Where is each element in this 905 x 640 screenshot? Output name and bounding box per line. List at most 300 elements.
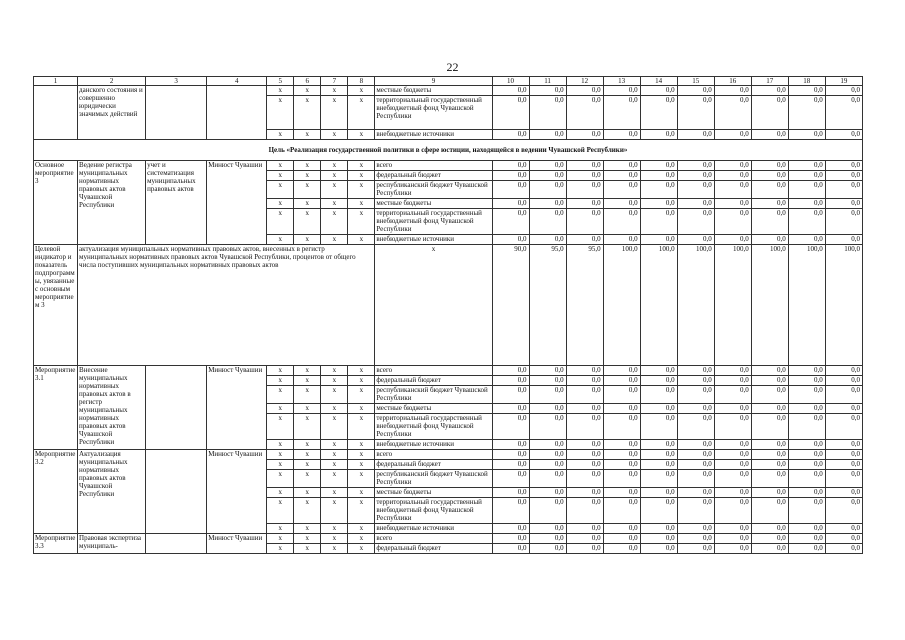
x-cell: x <box>294 404 321 414</box>
x-cell: x <box>348 470 375 488</box>
value-cell: 0,0 <box>566 524 603 534</box>
value-cell: 0,0 <box>492 376 529 386</box>
x-cell: x <box>294 171 321 181</box>
value-cell: 0,0 <box>603 161 640 171</box>
value-cell: 0,0 <box>677 544 714 554</box>
value-cell: 0,0 <box>825 414 862 440</box>
executor: Минюст Чувашии <box>207 366 267 450</box>
value-cell: 0,0 <box>751 460 788 470</box>
value-cell: 0,0 <box>529 440 566 450</box>
value-cell: 0,0 <box>825 440 862 450</box>
x-cell: x <box>348 130 375 140</box>
funding-source: территориальный государственный внебюджетный фонд Чувашской Республики <box>375 209 492 235</box>
value-cell: 0,0 <box>640 534 677 544</box>
x-cell: x <box>348 488 375 498</box>
value-cell: 0,0 <box>825 488 862 498</box>
measure-name: данского состояния и совершенно юридически значимых действий <box>78 86 146 140</box>
value-cell: 0,0 <box>603 414 640 440</box>
value-cell: 0,0 <box>566 171 603 181</box>
value-cell: 0,0 <box>714 488 751 498</box>
value-cell: 0,0 <box>566 209 603 235</box>
funding-source: республиканский бюджет Чувашской Республики <box>375 181 492 199</box>
value-cell: 0,0 <box>603 524 640 534</box>
value-cell: 0,0 <box>751 366 788 376</box>
indicator-text: актуализация муниципальных нормативных правовых актов, внесенных в регистр муниципальных нормативных правовых актов Чувашской Республики, процентов от общего числа поступивших муниципальных нормативных правовых актов <box>78 245 375 366</box>
x-cell: x <box>294 96 321 130</box>
x-cell: x <box>294 235 321 245</box>
x-cell: x <box>267 386 294 404</box>
value-cell: 0,0 <box>529 534 566 544</box>
x-cell: x <box>321 130 348 140</box>
value-cell: 0,0 <box>603 130 640 140</box>
value-cell: 0,0 <box>529 524 566 534</box>
x-cell: x <box>321 161 348 171</box>
value-cell: 0,0 <box>788 460 825 470</box>
value-cell: 0,0 <box>603 96 640 130</box>
value-cell: 0,0 <box>566 414 603 440</box>
x-cell: x <box>294 498 321 524</box>
value-cell: 0,0 <box>529 470 566 488</box>
value-cell: 0,0 <box>640 414 677 440</box>
value-cell: 0,0 <box>640 171 677 181</box>
value-cell: 0,0 <box>640 386 677 404</box>
value-cell: 0,0 <box>529 376 566 386</box>
value-cell: 0,0 <box>566 534 603 544</box>
measure-number: Основное мероприятие 3 <box>34 161 78 245</box>
expected-result-cell <box>146 534 207 554</box>
value-cell: 0,0 <box>492 460 529 470</box>
funding-source: местные бюджеты <box>375 488 492 498</box>
value-cell: 0,0 <box>492 86 529 96</box>
executor: Минюст Чувашии <box>207 534 267 554</box>
column-header: 3 <box>146 77 207 86</box>
value-cell: 0,0 <box>825 376 862 386</box>
value-cell: 0,0 <box>603 209 640 235</box>
value-cell: 0,0 <box>640 460 677 470</box>
value-cell: 0,0 <box>492 414 529 440</box>
value-cell: 0,0 <box>603 534 640 544</box>
value-cell: 0,0 <box>566 96 603 130</box>
value-cell: 0,0 <box>529 366 566 376</box>
value-cell: 0,0 <box>751 534 788 544</box>
indicator-value: 95,0 <box>529 245 566 366</box>
x-cell: x <box>321 440 348 450</box>
x-cell: x <box>294 544 321 554</box>
column-header: 1 <box>34 77 78 86</box>
value-cell: 0,0 <box>677 86 714 96</box>
measure-name: Правовая экспертиза муниципаль- <box>78 534 146 554</box>
value-cell: 0,0 <box>492 534 529 544</box>
value-cell: 0,0 <box>566 460 603 470</box>
value-cell: 0,0 <box>714 460 751 470</box>
value-cell: 0,0 <box>529 460 566 470</box>
value-cell: 0,0 <box>529 161 566 171</box>
funding-source: внебюджетные источники <box>375 440 492 450</box>
funding-source: территориальный государственный внебюджетный фонд Чувашской Республики <box>375 96 492 130</box>
value-cell: 0,0 <box>714 366 751 376</box>
x-cell: x <box>321 386 348 404</box>
x-cell: x <box>375 245 492 366</box>
value-cell: 0,0 <box>825 86 862 96</box>
expected-result-cell <box>146 366 207 450</box>
column-header: 4 <box>207 77 267 86</box>
value-cell: 0,0 <box>714 470 751 488</box>
funding-source: федеральный бюджет <box>375 376 492 386</box>
value-cell: 0,0 <box>640 130 677 140</box>
value-cell: 0,0 <box>603 460 640 470</box>
x-cell: x <box>267 404 294 414</box>
value-cell: 0,0 <box>677 414 714 440</box>
value-cell: 0,0 <box>566 440 603 450</box>
value-cell: 0,0 <box>529 86 566 96</box>
x-cell: x <box>267 544 294 554</box>
value-cell: 0,0 <box>603 440 640 450</box>
x-cell: x <box>348 199 375 209</box>
value-cell: 0,0 <box>603 86 640 96</box>
indicator-value: 100,0 <box>640 245 677 366</box>
value-cell: 0,0 <box>677 376 714 386</box>
value-cell: 0,0 <box>751 161 788 171</box>
measure-name: Внесение муниципальных нормативных правовых актов в регистр муниципальных нормативных правовых актов Чувашской Республики <box>78 366 146 450</box>
value-cell: 0,0 <box>714 440 751 450</box>
measure-number: Мероприятие 3.3 <box>34 534 78 554</box>
x-cell: x <box>348 404 375 414</box>
x-cell: x <box>267 235 294 245</box>
column-header: 11 <box>529 77 566 86</box>
funding-source: республиканский бюджет Чувашской Республики <box>375 386 492 404</box>
x-cell: x <box>348 235 375 245</box>
value-cell: 0,0 <box>677 181 714 199</box>
x-cell: x <box>321 544 348 554</box>
funding-source: местные бюджеты <box>375 199 492 209</box>
value-cell: 0,0 <box>566 544 603 554</box>
column-header: 10 <box>492 77 529 86</box>
x-cell: x <box>321 498 348 524</box>
indicator-value: 100,0 <box>751 245 788 366</box>
x-cell: x <box>294 470 321 488</box>
value-cell: 0,0 <box>825 544 862 554</box>
column-header: 6 <box>294 77 321 86</box>
x-cell: x <box>348 450 375 460</box>
indicator-row <box>34 245 863 366</box>
value-cell: 0,0 <box>492 544 529 554</box>
value-cell: 0,0 <box>566 86 603 96</box>
x-cell: x <box>348 366 375 376</box>
value-cell: 0,0 <box>714 161 751 171</box>
value-cell: 0,0 <box>751 181 788 199</box>
funding-source: всего <box>375 161 492 171</box>
value-cell: 0,0 <box>640 161 677 171</box>
value-cell: 0,0 <box>788 161 825 171</box>
column-header: 13 <box>603 77 640 86</box>
column-header: 19 <box>825 77 862 86</box>
header-row <box>34 77 863 86</box>
value-cell: 0,0 <box>788 130 825 140</box>
x-cell: x <box>267 181 294 199</box>
value-cell: 0,0 <box>751 524 788 534</box>
value-cell: 0,0 <box>603 488 640 498</box>
x-cell: x <box>267 440 294 450</box>
value-cell: 0,0 <box>492 199 529 209</box>
value-cell: 0,0 <box>751 488 788 498</box>
value-cell: 0,0 <box>529 450 566 460</box>
value-cell: 0,0 <box>640 440 677 450</box>
value-cell: 0,0 <box>529 404 566 414</box>
value-cell: 0,0 <box>677 161 714 171</box>
funding-source: республиканский бюджет Чувашской Республики <box>375 470 492 488</box>
x-cell: x <box>267 488 294 498</box>
value-cell: 0,0 <box>529 199 566 209</box>
funding-source: федеральный бюджет <box>375 544 492 554</box>
value-cell: 0,0 <box>788 209 825 235</box>
x-cell: x <box>294 209 321 235</box>
value-cell: 0,0 <box>566 386 603 404</box>
value-cell: 0,0 <box>825 171 862 181</box>
value-cell: 0,0 <box>603 404 640 414</box>
value-cell: 0,0 <box>492 366 529 376</box>
x-cell: x <box>321 488 348 498</box>
expected-result: учет и систематизация муниципальных правовых актов <box>146 161 207 245</box>
goal-row <box>34 140 863 161</box>
x-cell: x <box>348 414 375 440</box>
value-cell: 0,0 <box>492 470 529 488</box>
column-header: 17 <box>751 77 788 86</box>
x-cell: x <box>267 86 294 96</box>
x-cell: x <box>294 199 321 209</box>
value-cell: 0,0 <box>566 130 603 140</box>
value-cell: 0,0 <box>714 171 751 181</box>
value-cell: 0,0 <box>714 130 751 140</box>
table-row <box>34 534 863 544</box>
measure-number: Мероприятие 3.2 <box>34 450 78 534</box>
value-cell: 0,0 <box>566 181 603 199</box>
value-cell: 0,0 <box>788 366 825 376</box>
value-cell: 0,0 <box>529 130 566 140</box>
indicator-value: 90,0 <box>492 245 529 366</box>
value-cell: 0,0 <box>677 199 714 209</box>
x-cell: x <box>294 414 321 440</box>
x-cell: x <box>267 376 294 386</box>
value-cell: 0,0 <box>714 498 751 524</box>
value-cell: 0,0 <box>603 366 640 376</box>
x-cell: x <box>321 96 348 130</box>
value-cell: 0,0 <box>751 130 788 140</box>
x-cell: x <box>321 171 348 181</box>
value-cell: 0,0 <box>788 96 825 130</box>
x-cell: x <box>267 524 294 534</box>
value-cell: 0,0 <box>640 470 677 488</box>
x-cell: x <box>294 386 321 404</box>
x-cell: x <box>321 414 348 440</box>
value-cell: 0,0 <box>603 181 640 199</box>
x-cell: x <box>348 498 375 524</box>
x-cell: x <box>348 534 375 544</box>
value-cell: 0,0 <box>714 414 751 440</box>
value-cell: 0,0 <box>751 440 788 450</box>
x-cell: x <box>267 199 294 209</box>
value-cell: 0,0 <box>714 524 751 534</box>
value-cell: 0,0 <box>788 534 825 544</box>
value-cell: 0,0 <box>566 488 603 498</box>
value-cell: 0,0 <box>677 450 714 460</box>
value-cell: 0,0 <box>529 96 566 130</box>
funding-source: территориальный государственный внебюджетный фонд Чувашской Республики <box>375 414 492 440</box>
row-number-cell <box>34 86 78 140</box>
expected-result-cell <box>146 86 207 140</box>
indicator-value: 100,0 <box>714 245 751 366</box>
funding-source: территориальный государственный внебюджетный фонд Чувашской Республики <box>375 498 492 524</box>
value-cell: 0,0 <box>492 171 529 181</box>
value-cell: 0,0 <box>677 235 714 245</box>
value-cell: 0,0 <box>603 386 640 404</box>
value-cell: 0,0 <box>677 470 714 488</box>
value-cell: 0,0 <box>640 181 677 199</box>
value-cell: 0,0 <box>529 235 566 245</box>
column-header: 18 <box>788 77 825 86</box>
value-cell: 0,0 <box>714 235 751 245</box>
value-cell: 0,0 <box>788 440 825 450</box>
value-cell: 0,0 <box>825 366 862 376</box>
value-cell: 0,0 <box>640 404 677 414</box>
x-cell: x <box>267 96 294 130</box>
value-cell: 0,0 <box>492 488 529 498</box>
value-cell: 0,0 <box>677 498 714 524</box>
page-number: 22 <box>446 60 459 74</box>
x-cell: x <box>267 209 294 235</box>
value-cell: 0,0 <box>566 366 603 376</box>
value-cell: 0,0 <box>751 376 788 386</box>
indicator-value: 100,0 <box>677 245 714 366</box>
value-cell: 0,0 <box>751 86 788 96</box>
x-cell: x <box>267 450 294 460</box>
value-cell: 0,0 <box>714 209 751 235</box>
x-cell: x <box>294 366 321 376</box>
x-cell: x <box>267 130 294 140</box>
expected-result-cell <box>146 450 207 534</box>
column-header: 15 <box>677 77 714 86</box>
table-row <box>34 450 863 460</box>
value-cell: 0,0 <box>640 450 677 460</box>
funding-source: всего <box>375 366 492 376</box>
value-cell: 0,0 <box>751 450 788 460</box>
goal-title: Цель «Реализация государственной политики в сфере юстиции, находящейся в ведении Чувашской Республики» <box>34 140 863 161</box>
value-cell: 0,0 <box>529 209 566 235</box>
value-cell: 0,0 <box>788 386 825 404</box>
value-cell: 0,0 <box>714 386 751 404</box>
value-cell: 0,0 <box>677 386 714 404</box>
value-cell: 0,0 <box>677 524 714 534</box>
value-cell: 0,0 <box>677 404 714 414</box>
table-row <box>34 86 863 96</box>
value-cell: 0,0 <box>492 440 529 450</box>
value-cell: 0,0 <box>603 171 640 181</box>
funding-source: местные бюджеты <box>375 86 492 96</box>
value-cell: 0,0 <box>825 450 862 460</box>
x-cell: x <box>267 460 294 470</box>
x-cell: x <box>321 366 348 376</box>
funding-source: федеральный бюджет <box>375 460 492 470</box>
value-cell: 0,0 <box>788 181 825 199</box>
value-cell: 0,0 <box>529 386 566 404</box>
value-cell: 0,0 <box>751 414 788 440</box>
column-header: 2 <box>78 77 146 86</box>
value-cell: 0,0 <box>751 199 788 209</box>
value-cell: 0,0 <box>714 404 751 414</box>
measure-name: Ведение регистра муниципальных нормативных правовых актов Чувашской Республики <box>78 161 146 245</box>
value-cell: 0,0 <box>751 470 788 488</box>
value-cell: 0,0 <box>529 498 566 524</box>
value-cell: 0,0 <box>492 181 529 199</box>
x-cell: x <box>294 534 321 544</box>
value-cell: 0,0 <box>603 544 640 554</box>
executor: Минюст Чувашии <box>207 450 267 534</box>
value-cell: 0,0 <box>825 524 862 534</box>
value-cell: 0,0 <box>492 161 529 171</box>
value-cell: 0,0 <box>677 209 714 235</box>
column-header: 9 <box>375 77 492 86</box>
x-cell: x <box>294 130 321 140</box>
measure-number: Мероприятие 3.1 <box>34 366 78 450</box>
value-cell: 0,0 <box>640 524 677 534</box>
x-cell: x <box>348 386 375 404</box>
x-cell: x <box>348 161 375 171</box>
measure-name: Актуализация муниципальных нормативных правовых актов Чувашской Республики <box>78 450 146 534</box>
indicator-value: 100,0 <box>825 245 862 366</box>
value-cell: 0,0 <box>788 488 825 498</box>
value-cell: 0,0 <box>492 235 529 245</box>
value-cell: 0,0 <box>566 235 603 245</box>
x-cell: x <box>348 544 375 554</box>
value-cell: 0,0 <box>714 534 751 544</box>
value-cell: 0,0 <box>714 544 751 554</box>
value-cell: 0,0 <box>788 171 825 181</box>
value-cell: 0,0 <box>825 161 862 171</box>
value-cell: 0,0 <box>788 544 825 554</box>
value-cell: 0,0 <box>788 86 825 96</box>
value-cell: 0,0 <box>677 130 714 140</box>
x-cell: x <box>348 460 375 470</box>
x-cell: x <box>348 96 375 130</box>
value-cell: 0,0 <box>603 450 640 460</box>
value-cell: 0,0 <box>640 86 677 96</box>
value-cell: 0,0 <box>640 498 677 524</box>
funding-source: местные бюджеты <box>375 404 492 414</box>
value-cell: 0,0 <box>603 199 640 209</box>
value-cell: 0,0 <box>529 181 566 199</box>
value-cell: 0,0 <box>714 181 751 199</box>
x-cell: x <box>294 181 321 199</box>
x-cell: x <box>294 161 321 171</box>
value-cell: 0,0 <box>788 404 825 414</box>
x-cell: x <box>321 235 348 245</box>
value-cell: 0,0 <box>529 544 566 554</box>
value-cell: 0,0 <box>788 524 825 534</box>
value-cell: 0,0 <box>640 366 677 376</box>
x-cell: x <box>267 171 294 181</box>
value-cell: 0,0 <box>492 524 529 534</box>
value-cell: 0,0 <box>529 488 566 498</box>
column-header: 14 <box>640 77 677 86</box>
x-cell: x <box>321 524 348 534</box>
x-cell: x <box>267 414 294 440</box>
indicator-value: 95,0 <box>566 245 603 366</box>
value-cell: 0,0 <box>788 235 825 245</box>
funding-source: федеральный бюджет <box>375 171 492 181</box>
value-cell: 0,0 <box>640 488 677 498</box>
value-cell: 0,0 <box>492 130 529 140</box>
value-cell: 0,0 <box>788 470 825 488</box>
x-cell: x <box>348 181 375 199</box>
